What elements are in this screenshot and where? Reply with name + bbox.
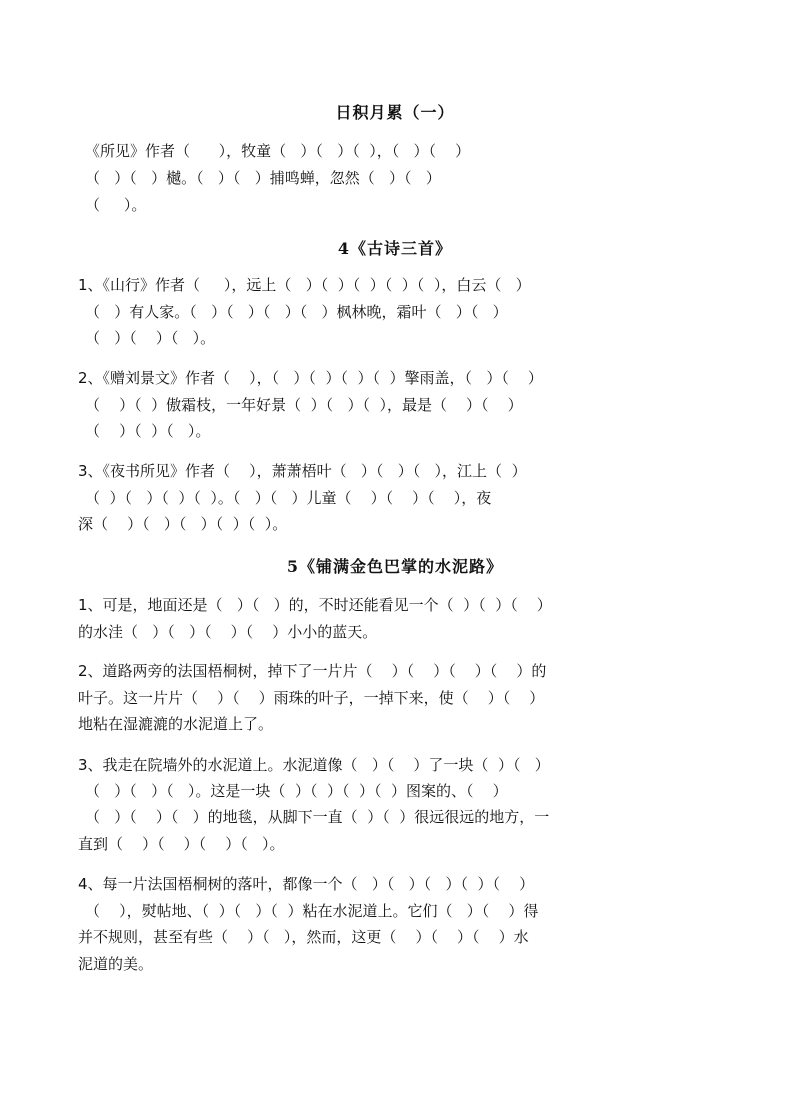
yeshusuojian-line-1: 3、《夜书所见》作者（ ），萧萧梧叶（ ）（ ）（ ），江上（ ） (78, 462, 527, 480)
zengliujingwen-line-1: 2、《赠刘景文》作者（ ），（ ）（ ）（ ）（ ）擎雨盖，（ ）（ ） (78, 369, 543, 387)
yeshusuojian-line-3: 深（ ）（ ）（ ）（ ）（ ）。 (78, 515, 288, 533)
shuinilu-q3-line-1: 3、我走在院墙外的水泥道上。水泥道像（ ）（ ）了一块（ ）（ ） (78, 756, 550, 774)
suojian-line-3: （ ）。 (85, 196, 147, 214)
shuinilu-q3-line-3: （ ）（ ）（ ）的地毯，从脚下一直（ ）（ ）很远很远的地方，一 (85, 808, 550, 826)
shanxing-line-1: 1、《山行》作者（ ），远上（ ）（ ）（ ）（ ）（ ），白云（ ） (78, 276, 531, 294)
shanxing-line-2: （ ）有人家。（ ）（ ）（ ）（ ）枫林晚，霜叶（ ）（ ） (85, 303, 508, 321)
suojian-line-2: （ ）（ ）樾。（ ）（ ）捕鸣蝉，忽然（ ）（ ） (85, 169, 441, 187)
shuinilu-q3-line-2: （ ）（ ）（ ）。这是一块（ ）（ ）（ ）（ ）图案的、（ ） (85, 782, 508, 800)
shuinilu-q2-line-3: 地粘在湿漉漉的水泥道上了。 (78, 715, 274, 733)
shuinilu-q4-line-3: 并不规则，甚至有些（ ）（ ），然而，这更（ ）（ ）（ ）水 (78, 928, 529, 946)
shanxing-line-3: （ ）（ ）（ ）。 (85, 329, 216, 347)
shuinilu-q1-line-1: 1、可是，地面还是（ ）（ ）的，不时还能看见一个（ ）（ ）（ ） (78, 596, 552, 614)
shuinilu-q4-line-1: 4、每一片法国梧桐树的落叶，都像一个（ ）（ ）（ ）（ ）（ ） (78, 875, 535, 893)
zengliujingwen-line-3: （ ）（ ）（ ）。 (85, 422, 211, 440)
shuinilu-q4-line-4: 泥道的美。 (78, 955, 154, 973)
shuinilu-q2-line-2: 叶子。这一片片（ ）（ ）雨珠的叶子，一掉下来，使（ ）（ ） (78, 689, 545, 707)
section-title-gushi-sanshou: 4《古诗三首》 (337, 239, 453, 258)
yeshusuojian-line-2: （ ）（ ）（ ）（ ）。（ ）（ ）儿童（ ）（ ）（ ），夜 (85, 489, 492, 507)
section-title-shuinilu: 5《铺满金色巴掌的水泥路》 (286, 557, 504, 576)
shuinilu-q2-line-1: 2、道路两旁的法国梧桐树，掉下了一片片（ ）（ ）（ ）（ ）的 (78, 662, 547, 680)
shuinilu-q3-line-4: 直到（ ）（ ）（ ）（ ）。 (78, 835, 285, 853)
suojian-line-1: 《所见》作者（ ），牧童（ ）（ ）（ ），（ ）（ ） (85, 142, 471, 160)
shuinilu-q4-line-2: （ ），熨帖地、（ ）（ ）（ ）粘在水泥道上。它们（ ）（ ）得 (85, 902, 539, 920)
zengliujingwen-line-2: （ ）（ ）傲霜枝，一年好景（ ）（ ）（ ），最是（ ）（ ） (85, 396, 523, 414)
shuinilu-q1-line-2: 的水洼（ ）（ ）（ ）（ ）小小的蓝天。 (78, 623, 378, 641)
section-title-rijiyuelei: 日积月累（一） (335, 103, 455, 122)
